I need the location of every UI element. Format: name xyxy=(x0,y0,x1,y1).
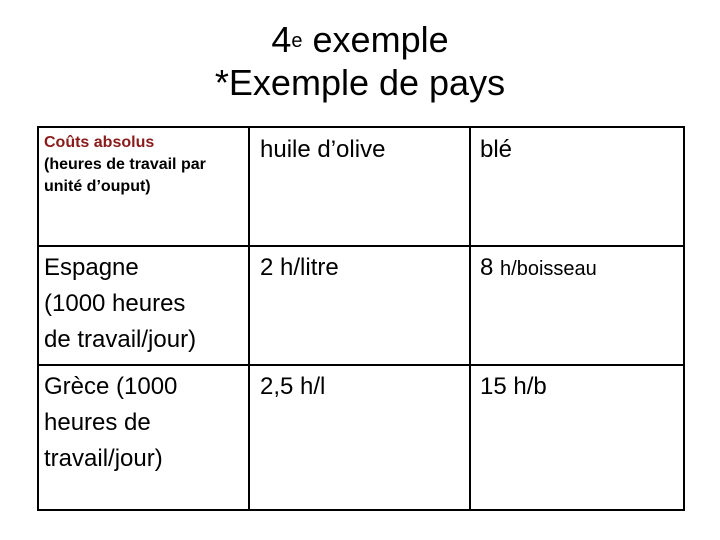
header-costs-title: Coûts absolus xyxy=(44,134,155,151)
column-divider-1 xyxy=(248,128,250,509)
header-costs-subtitle-2: unité d’ouput) xyxy=(44,178,151,195)
slide-title xyxy=(0,18,720,104)
header-costs-subtitle-1: (heures de travail par xyxy=(44,156,206,173)
title-word: exemple xyxy=(302,19,449,60)
row-greece-wheat: 15 h/b xyxy=(480,373,547,400)
country-line: travail/jour) xyxy=(44,445,163,472)
row-divider-1 xyxy=(39,245,683,247)
wheat-unit: h/boisseau xyxy=(500,258,597,280)
row-divider-2 xyxy=(39,364,683,366)
country-line: Grèce (1000 xyxy=(44,373,178,400)
country-line: Espagne xyxy=(44,254,139,281)
country-line: de travail/jour) xyxy=(44,326,197,353)
row-spain-olive-oil: 2 h/litre xyxy=(260,254,339,281)
row-spain-country xyxy=(44,250,196,358)
column-divider-2 xyxy=(469,128,471,509)
header-cell-costs xyxy=(44,132,206,198)
country-line: heures de xyxy=(44,409,151,436)
title-number: 4 xyxy=(271,19,292,60)
country-line: (1000 heures xyxy=(44,290,186,317)
cost-table xyxy=(37,126,685,511)
title-superscript: e xyxy=(291,30,303,52)
row-spain-wheat xyxy=(480,250,597,287)
header-cell-wheat: blé xyxy=(480,136,513,163)
row-greece-country xyxy=(44,369,177,477)
title-line-1 xyxy=(0,18,720,61)
wheat-value: 8 xyxy=(480,254,494,281)
title-line-2: *Exemple de pays xyxy=(214,62,506,103)
header-cell-olive-oil: huile d’olive xyxy=(260,136,386,163)
row-greece-olive-oil: 2,5 h/l xyxy=(260,373,326,400)
